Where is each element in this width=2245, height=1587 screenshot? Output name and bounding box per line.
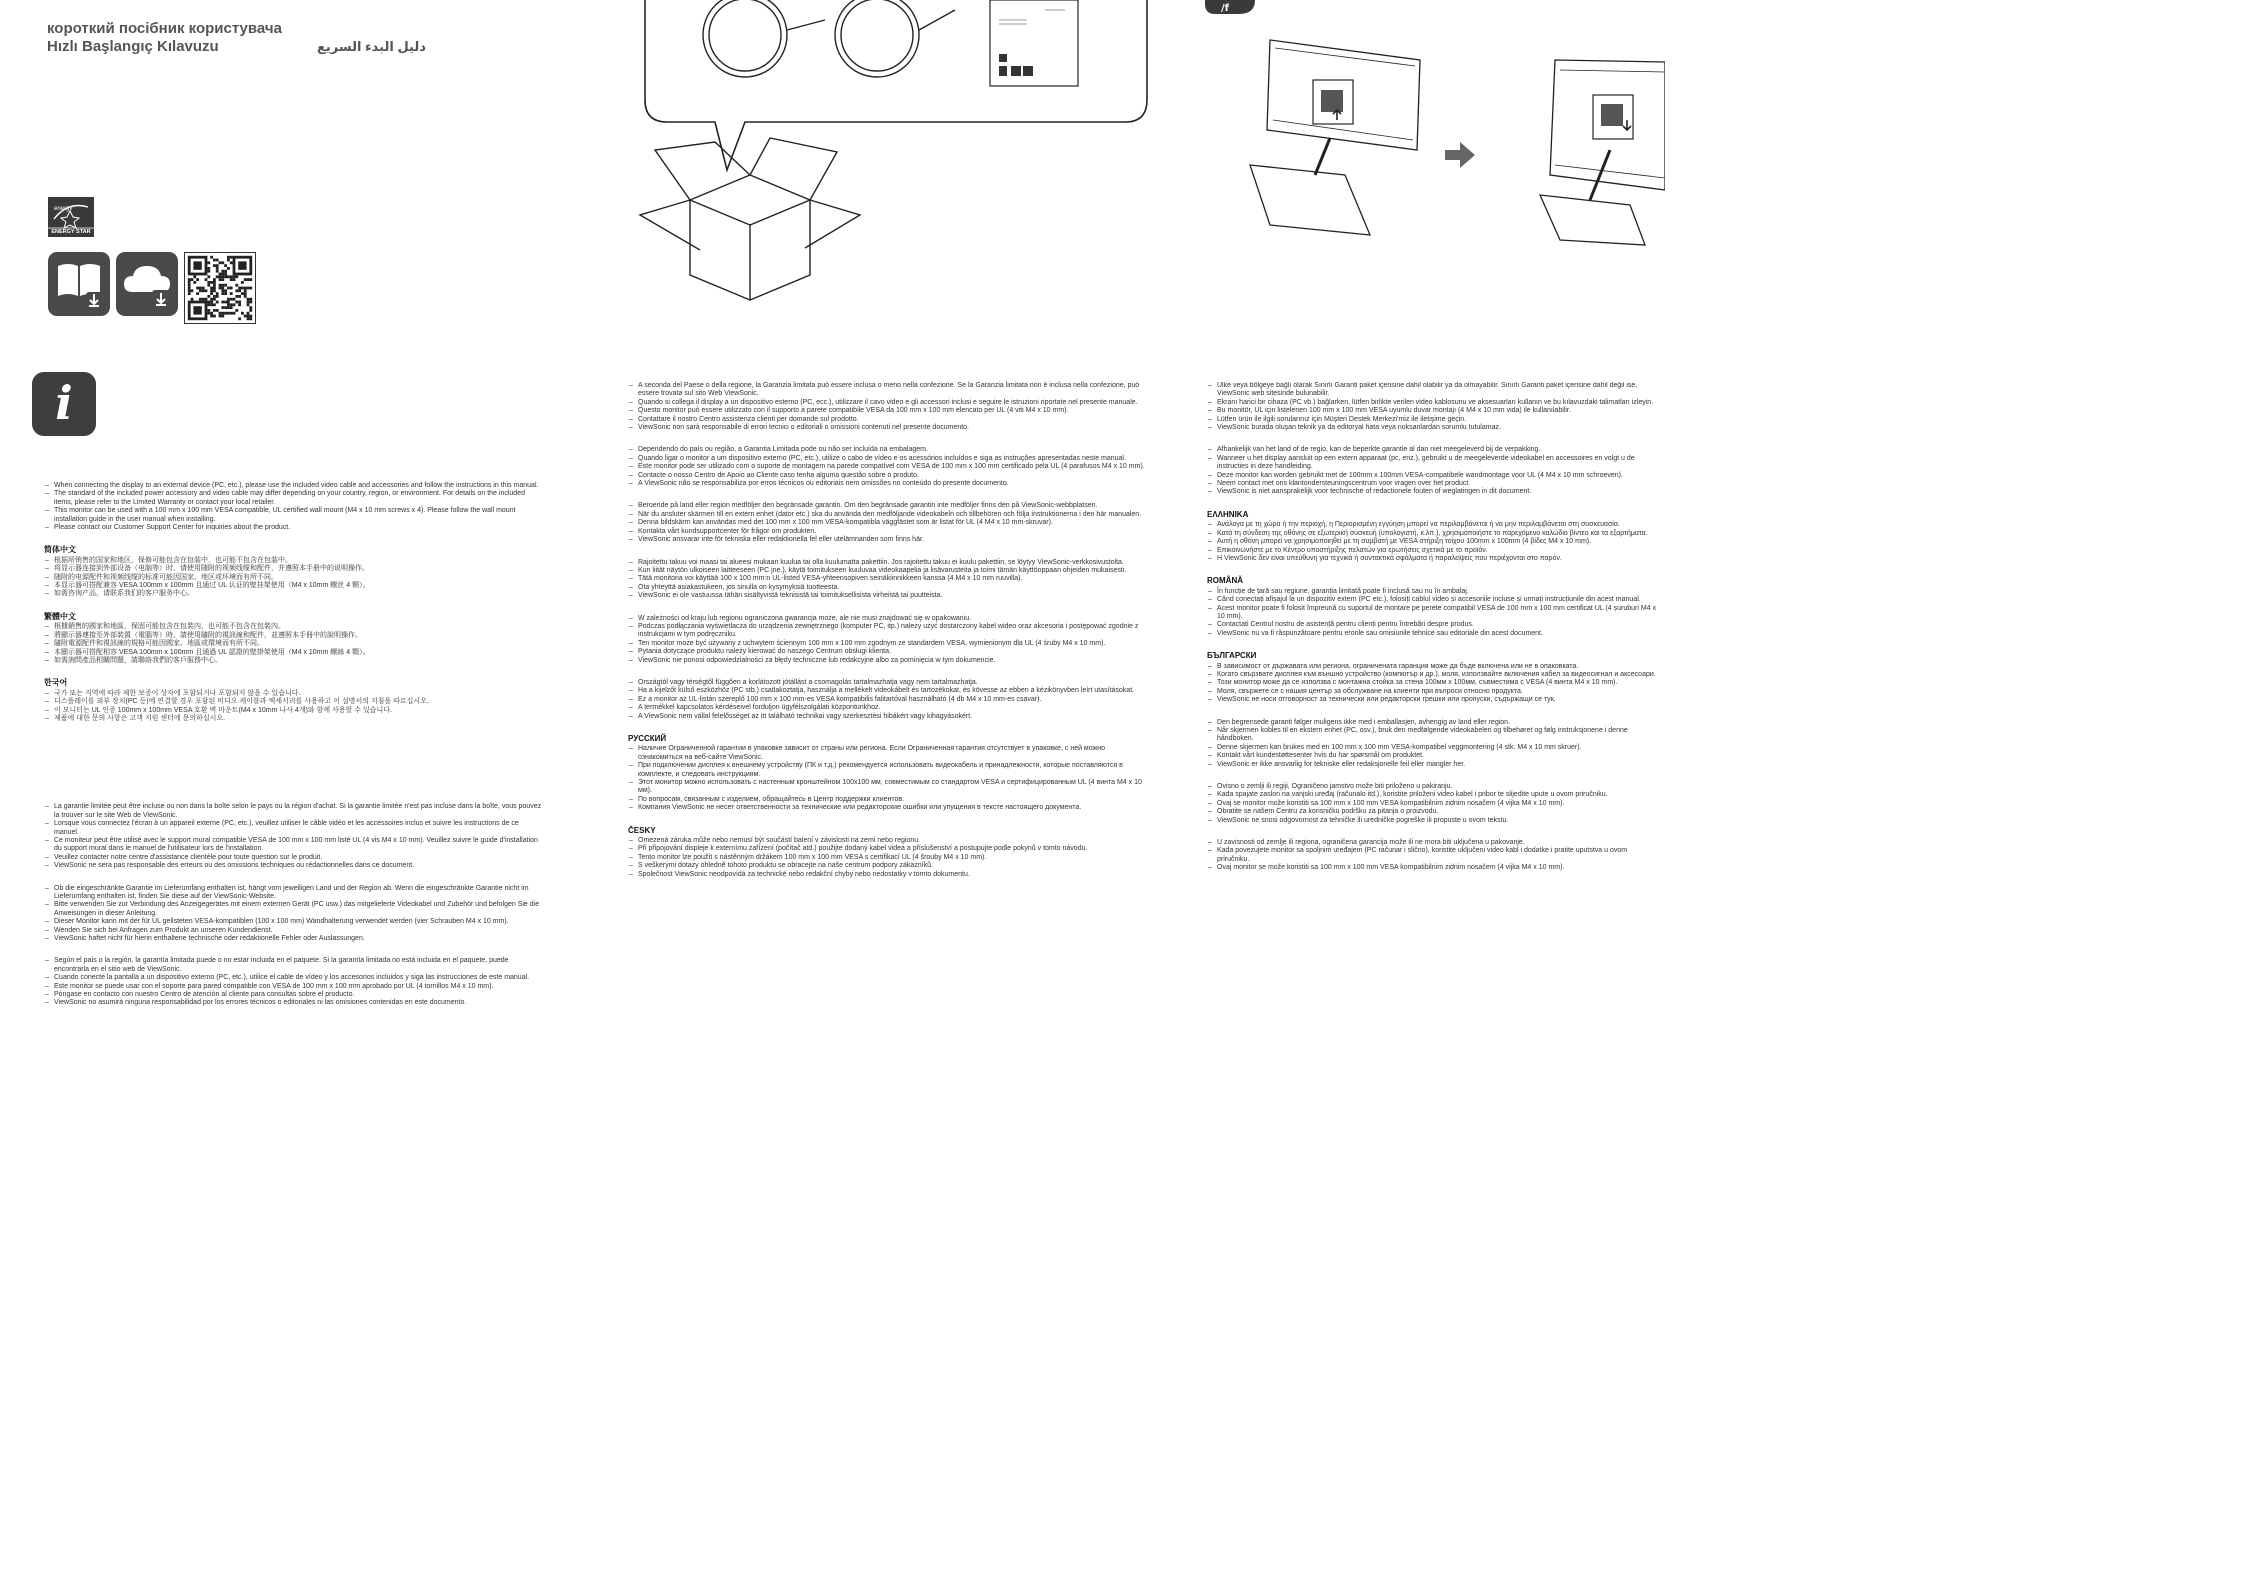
bullet-item: – Lütfen ürün ile ilgili sorularınız için Müşteri Destek Merkezi'miz ile iletişime geçin. [1217,416,1657,424]
language-heading: БЪЛГАРСКИ [1207,651,1257,661]
bullet-item: – Kada spajate zaslon na vanjski uređaj (računalo itd.), koristite priloženi video kabel i pribor te slijedite upute u ovom priručniku. [1217,791,1657,799]
bullet-item: – ViewSonic is niet aansprakelijk voor technische of redactionele fouten of weglatingen in dit document. [1217,488,1657,496]
middle-text-column [628,382,1148,893]
bullet-item: – Este monitor pode ser utilizado com o suporte de montagem na parede compatível com VESA de 100 mm x 100 mm certificado pela UL (4 parafusos M4 x 10 mm). [638,463,1148,471]
language-block [628,446,1148,488]
language-heading: РУССКИЙ [628,734,667,743]
language-block [44,885,544,944]
bullet-item: – В зависимост от държавата или региона, ограничената гаранция може да бъде включена или не в опаковката. [1217,663,1657,671]
bullet-item: – Según el país o la región, la garantía limitada puede o no estar incluida en el paquete. Si la garantía limitada no está incluida en el paquete, puede encontrarla en el sitio web de ViewSonic. [54,957,544,974]
bullet-item: – This monitor can be used with a 100 mm x 100 mm VESA compatible, UL certified wall mount (M4 x 10 mm screws x 4). Please follow the wall mount installation guide in the user manual when installing. [54,507,544,524]
language-heading: 한국어 [44,678,68,688]
bullet-item: – Tätä monitoria voi käyttää 100 x 100 mm:n UL-listed VESA-yhteensopiven seinäkiinnikkeen kanssa (4 M4 x 10 mm ruuvilla). [638,575,1148,583]
bullet-item: – Ez a monitor az UL-listán szereplő 100 mm x 100 mm-es VESA kompatibilis falitartóval használható (4 db M4 x 10 mm-es csavar). [638,696,1148,704]
bullet-item: – ViewSonic ne snosi odgovornost za tehničke ili uredničke pogreške ili propuste u ovom tekstu. [1217,817,1657,825]
bullet-item: – Kontakt vårt kundestøttesenter hvis du har spørsmål om produktet. [1217,752,1657,760]
bullet-item: – A ViewSonic não se responsabiliza por erros técnicos ou editoriais nem omissões no conteúdo do presente documento. [638,480,1148,488]
bullet-item: – 本顯示器可搭配相容 VESA 100mm x 100mm 且通過 UL 認證的壁掛架使用（M4 x 10mm 螺絲 4 顆）。 [54,649,544,657]
bullet-item: – Ota yhteyttä asiakastukeen, jos sinulla on kysymyksiä tuotteesta. [638,584,1148,592]
bullet-item: – 如需詢問產品相關問題，請聯絡我們的客戶服務中心。 [54,657,544,665]
bullet-item: – Denne skjermen kan brukes med en 100 mm x 100 mm VESA-kompatibel veggmontering (4 stk. M4 x 10 mm skruer). [1217,744,1657,752]
bullet-item: – 제품에 대한 문의 사항은 고객 지원 센터에 문의하십시오. [54,715,544,723]
bullet-item: – Ovisno o zemlji ili regiji, Ograničeno jamstvo može biti priloženo u pakiranju. [1217,783,1657,791]
bullet-item: – Pytania dotyczące produktu należy kierować do naszego Centrum obsługi klienta. [638,648,1148,656]
bullet-item: – S veškerými dotazy ohledně tohoto produktu se obracejte na naše centrum podpory zákazníků. [638,862,1148,870]
language-block [1207,382,1657,432]
bullet-item: – Ovaj monitor se može koristiti sa 100 mm x 100 mm VESA kompatibilnim zidnim nosačem (4 vijka M4 x 10 mm). [1217,864,1657,872]
left-text-column [44,482,544,1022]
bullet-item: – La garantie limitée peut être incluse ou non dans la boîte selon le pays ou la région d'achat. Si la garantie limitée n'est pas incluse dans la boîte, vous pouvez la trouver sur le site Web de ViewSonic. [54,803,544,820]
bullet-item: – ViewSonic non sarà responsabile di errori tecnici o editoriali o omissioni contenuti nel presente documento. [638,424,1148,432]
bullet-item: – Этот монитор можно использовать с настенным кронштейном 100х100 мм, совместимым со стандартом VESA и сертифицированным UL (4 винта M4 x 10 мм). [638,779,1148,796]
language-block [44,546,544,598]
qr-code-icon [184,252,256,324]
bullet-item: – ViewSonic no asumirá ninguna responsabilidad por los errores técnicos o editoriales ni las omisiones contenidas en este documento. [54,999,544,1007]
bullet-item: – ViewSonic nie ponosi odpowiedzialności za błędy techniczne lub redakcyjne albo za pominięcia w tym dokumencie. [638,657,1148,665]
bullet-item: – Този монитор може да се използва с монтажна стойка за стена 100мм x 100мм, съвместима с VESA (4 винта M4 x 10 mm). [1217,679,1657,687]
bullet-item: – 根據銷售的國家和地區，保固可能包含在包裝內，也可能不包含在包裝內。 [54,623,544,631]
bullet-item: – 随附的电源配件和视频线缆的标准可能因国家、地区或环境而有所不同。 [54,574,544,582]
bullet-item: – ViewSonic ei ole vastuussa tähän sisältyvistä teknisistä tai toimituksellisista virheistä tai puutteista. [638,592,1148,600]
bullet-item: – Contactați Centrul nostru de asistență pentru clienți pentru întrebări despre produs. [1217,621,1657,629]
bullet-item: – Η ViewSonic δεν είναι υπεύθυνη για τεχνικά ή συντακτικά σφάλματα ή παραλείψεις που περιέχονται στο παρόν. [1217,555,1657,563]
bullet-item: – Veuillez contacter notre centre d'assistance clientèle pour toute question sur le produit. [54,854,544,862]
bullet-item: – 국가 또는 지역에 따라 제한 보증이 상자에 포함되거나 포함되지 않을 수 있습니다. [54,690,544,698]
language-heading: ΕΛΛΗΝΙΚΑ [1207,509,1249,519]
bullet-item: – По вопросам, связанным с изделием, обращайтесь в Центр поддержки клиентов. [638,796,1148,804]
language-heading: ČESKY [628,825,656,835]
bullet-item: – Contattare il nostro Centro assistenza clienti per domande sul prodotto. [638,416,1148,424]
bullet-item: – Při připojování displeje k externímu zařízení (počítač atd.) použijte dodaný kabel videa a příslušenství a postupujte podle pokynů v tomto návodu. [638,845,1148,853]
bullet-item: – Επικοινωνήστε με το Κέντρο υποστήριξης πελατών για ερωτήσεις σχετικά με το προϊόν. [1217,547,1657,555]
bullet-item: – Αυτή η οθόνη μπορεί να χρησιμοποιηθεί με τη συμβατή με VESA στήριξη τοίχου 100mm x 100mm (4 βίδες M4 x 10 mm). [1217,538,1657,546]
bullet-item: – Ekranı harici bir cihaza (PC vb.) bağlarken, lütfen birlikte verilen video kablosunu ve aksesuarları kullanın ve bu kılavuzdaki talimatları izleyin. [1217,399,1657,407]
bullet-item: – Când conectați afișajul la un dispozitiv extern (PC etc.), folosiți cablul video și accesoriile incluse și urmați instrucțiunile din acest manual. [1217,596,1657,604]
bullet-item: – Kada povezujete monitor sa spoljnim uređajem (PC računar i slično), koristite uključeni video kabl i dodatke i pratite uputstva u ovom priručniku. [1217,847,1657,864]
bullet-item: – U zavisnosti od zemlje ili regiona, ograničena garancija može ili ne mora biti uključena u pakovanje. [1217,839,1657,847]
bullet-item: – Společnost ViewSonic neodpovídá za technické nebo redakční chyby nebo nedostatky v tomto dokumentu. [638,871,1148,879]
bullet-item: – När du ansluter skärmen till en extern enhet (dator etc.) ska du använda den medföljande videokabeln och tillbehören och följa instruktionerna i den här manualen. [638,511,1148,519]
language-block [44,482,544,532]
title-turkish: Hızlı Başlangıç Kılavuzu [47,38,219,55]
bullet-item: – A termékkel kapcsolatos kérdéseivel forduljon ügyfélszolgálati központunkhoz. [638,704,1148,712]
bullet-item: – Den begrensede garanti følger muligens ikke med i emballasjen, avhengig av land eller region. [1217,719,1657,727]
language-block [628,559,1148,601]
bullet-item: – Afhankelijk van het land of de regio, kan de beperkte garantie al dan niet meegeleverd bij de verpakking. [1217,446,1657,454]
bullet-item: – При подключении дисплея к внешнему устройству (ПК и т.д.) рекомендуется использовать видеокабель и принадлежности, которые поставляются в комплекте, и следовать инструкциям. [638,762,1148,779]
bullet-item: – 隨附電源配件和視訊線的規格可能因國家、地區或環境而有所不同。 [54,640,544,648]
energy-star-label: ENERGY STAR [51,229,91,235]
bullet-item: – Neem contact met ons klantondersteuningscentrum voor vragen over het product. [1217,480,1657,488]
bullet-item: – Ten monitor może być używany z uchwytem ściennym 100 mm x 100 mm zgodnym ze standardem VESA, wymienionym dla UL (4 śruby M4 x 10 mm). [638,640,1148,648]
bullet-item: – 將顯示器連接至外部裝置（電腦等）時，請使用隨附的視訊線和配件，並遵照本手冊中的說明操作。 [54,632,544,640]
stand-assembly-illustration [1195,0,1665,260]
language-block [1207,719,1657,769]
bullet-item: – Contacte o nosso Centro de Apoio ao Cliente caso tenha alguma questão sobre o produto. [638,472,1148,480]
bullet-item: – Dependendo do país ou região, a Garantia Limitada pode ou não ser incluída na embalagem. [638,446,1148,454]
bullet-item: – Questo monitor può essere utilizzato con il supporto a parete compatibile VESA da 100 mm x 100 mm elencato per UL (4 viti M4 x 10 mm). [638,407,1148,415]
box-contents-illustration [615,0,1165,340]
language-block [1207,652,1657,704]
bullet-item: – Tento monitor lze použít s nástěnným držákem 100 mm x 100 mm VESA s certifikací UL (4 šrouby M4 x 10 mm). [638,854,1148,862]
bullet-item: – A seconda del Paese o della regione, la Garanzia limitata può essere inclusa o meno nella confezione. Se la Garanzia limitata non è inclusa nella confezione, può essere trovata sul sito Web ViewSonic. [638,382,1148,399]
right-text-column [1207,382,1657,1122]
bullet-item: – W zależności od kraju lub regionu ograniczona gwarancja może, ale nie musi znajdować się w opakowaniu. [638,615,1148,623]
bullet-item: – Ce moniteur peut être utilisé avec le support mural compatible VESA de 100 mm x 100 mm listé UL (4 vis M4 x 10 mm). Veuillez suivre le guide d'installation du support mural dans le manuel de l'utilisateur lors de l'installation. [54,837,544,854]
bullet-item: – Omezená záruka může nebo nemusí být součástí balení v závislosti na zemi nebo regionu. [638,837,1148,845]
bullet-item: – Når skjermen kobles til en ekstern enhet (PC, osv.), bruk den medfølgende videokabelen og tilbehøret og følg instruksjonene i denne håndboken. [1217,727,1657,744]
bullet-item: – Kun liität näytön ulkoiseen laitteeseen (PC jne.), käytä toimitukseen kuuluvaa videokaapelia ja lisävarusteita ja toimi tämän käyttöoppaan ohjeiden mukaisesti. [638,567,1148,575]
bullet-item: – Ovaj se monitor može koristiti sa 100 mm x 100 mm VESA kompatibilnim zidnim nosačem (4 vijka M4 x 10 mm). [1217,800,1657,808]
language-block [1207,446,1657,496]
bullet-item: – În funcție de țară sau regiune, garanția limitată poate fi inclusă sau nu în ambalaj. [1217,588,1657,596]
bullet-item: – A ViewSonic nem vállal felelősséget az itt található technikai vagy szerkesztési hibákért vagy kihagyásokért. [638,713,1148,721]
bullet-item: – Denna bildskärm kan användas med det 100 mm x 100 mm VESA-kompatibla väggfästet som är listat för UL (4 M4 x 10 mm-skruvar). [638,519,1148,527]
language-block [628,735,1148,813]
language-heading: 繁體中文 [44,611,76,621]
bullet-item: – Este monitor se puede usar con el soporte para pared compatible con VESA de 100 mm x 100 mm aprobado por UL (4 tornillos M4 x 10 mm). [54,983,544,991]
bullet-item: – Beroende på land eller region medföljer den begränsade garantin. Om den begränsade garantin inte medföljer finns den på ViewSonic-webbplatsen. [638,502,1148,510]
bullet-item: – ViewSonic er ikke ansvarlig for tekniske eller redaksjonelle feil eller mangler her. [1217,761,1657,769]
energy-star-script: energy [54,206,73,212]
manual-download-icon [48,252,110,316]
bullet-item: – 根据所销售的国家和地区，保修可能包含在包装中，也可能不包含在包装中。 [54,557,544,565]
bullet-item: – Kontakta vårt kundsupportcenter för frågor om produkten. [638,528,1148,536]
bullet-item: – Please contact our Customer Support Center for inquiries about the product. [54,524,544,532]
bullet-item: – Когато свързвате дисплея към външно устройство (компютър и др.), моля, използвайте включения кабел за видеосигнал и аксесоари. [1217,671,1657,679]
bullet-item: – 将显示器连接到外部设备（电脑等）时，请使用随附的视频线缆和配件，并遵照本手册中的说明操作。 [54,565,544,573]
bullet-item: – Wenden Sie sich bei Anfragen zum Produkt an unseren Kundendienst. [54,927,544,935]
bullet-item: – 이 모니터는 UL 인증 100mm x 100mm VESA 호환 벽 마운트(M4 x 10mm 나사 4개)와 함께 사용할 수 있습니다. [54,707,544,715]
language-heading: 简体中文 [44,545,76,555]
bullet-item: – Lorsque vous connectez l'écran à un appareil externe (PC, etc.), veuillez utiliser le câble vidéo et les accessoires inclus et suivre les instructions de ce manuel. [54,820,544,837]
bullet-item: – The standard of the included power accessory and video cable may differ depending on your country, region, or environment. For details on the included items, please refer to the Limited Warranty or contact your local retailer. [54,490,544,507]
language-block [1207,577,1657,638]
bullet-item: – 如需咨询产品，请联系我们的客户服务中心。 [54,590,544,598]
bullet-item: – ViewSonic haftet nicht für hierin enthaltene technische oder redaktionelle Fehler oder Auslassungen. [54,935,544,943]
bullet-item: – Наличие Ограниченной гарантии в упаковке зависит от страны или региона. Если Ограниченная гарантия отсутствует в упаковке, с ней можно ознакомиться на веб-сайте ViewSonic. [638,745,1148,762]
bullet-item: – ViewSonic nu va fi răspunzătoare pentru erorile sau omisiunile tehnice sau editoriale din acest document. [1217,630,1657,638]
energy-star-logo [48,197,94,237]
bullet-item: – Компания ViewSonic не несет ответственности за технические или редакторские ошибки или упущения в тексте настоящего документа. [638,804,1148,812]
bullet-item: – Obratite se našem Centru za korisničku podršku za pitanja o proizvodu. [1217,808,1657,816]
bullet-item: – Cuando conecte la pantalla a un dispositivo externo (PC, etc.), utilice el cable de vídeo y los accesorios incluidos y siga las instrucciones de este manual. [54,974,544,982]
bullet-item: – Dieser Monitor kann mit der für UL gelisteten VESA-kompatiblen (100 x 100 mm) Wandhalterung verwendet werden (vier Schrauben M4 x 10 mm). [54,918,544,926]
language-block [44,957,544,1007]
cloud-download-icon [116,252,178,316]
bullet-item: – 디스플레이를 외부 장치(PC 등)에 연결할 경우 포함된 비디오 케이블과 액세서리를 사용하고 이 설명서의 지침을 따르십시오. [54,698,544,706]
title-arabic: دليل البدء السريع [317,39,426,54]
bullet-item: – ViewSonic ne sera pas responsable des erreurs ou des omissions techniques ou rédactionnelles dans ce document. [54,862,544,870]
bullet-item: – When connecting the display to an external device (PC, etc.), please use the included video cable and accessories and follow the instructions in this manual. [54,482,544,490]
bullet-item: – ViewSonic ansvarar inte för tekniska eller redaktionella fel eller utelämnanden som finns här. [638,536,1148,544]
bullet-item: – Acest monitor poate fi folosit împreună cu suportul de montare pe perete compatibil VESA de 100 mm x 100 mm certificat UL (4 șuruburi M4 x 10 mm). [1217,605,1657,622]
bullet-item: – Póngase en contacto con nuestro Centro de atención al cliente para consultas sobre el producto. [54,991,544,999]
bullet-item: – Podczas podłączania wyświetlacza do urządzenia zewnętrznego (komputer PC, itp.) należy użyć dostarczony kabel wideo oraz akcesoria i postępować zgodnie z instrukcjami w tym podręczniku. [638,623,1148,640]
bullet-item: – Κατά τη σύνδεση της οθόνης σε εξωτερική συσκευή (υπολογιστή, κ.λπ.), χρησιμοποιήστε το παρεχόμενο καλώδιο βίντεο και τα εξαρτήματα. [1217,530,1657,538]
bullet-item: – Ülke veya bölgeye bağlı olarak Sınırlı Garanti paket içerisine dahil olabilir ya da olmayabilir. Sınırlı Garanti paket içerisine dahil değil ise, ViewSonic web sitesinde bulunabilir. [1217,382,1657,399]
svg-text:/f: /f [1221,3,1230,14]
language-block [628,827,1148,879]
bullet-item: – Quando si collega il display a un dispositivo esterno (PC, ecc.), utilizzare il cavo video e gli accessori inclusi e seguire le istruzioni riportate nel presente manuale. [638,399,1148,407]
language-block [44,613,544,665]
bullet-item: – Ha a kijelzőt külső eszközhöz (PC stb.) csatlakoztatja, használja a mellékelt videokábelt és tartozékokat, és kövesse az ebben a kézikönyvben leírt utasításokat. [638,687,1148,695]
bullet-item: – Ανάλογα με τη χώρα ή την περιοχή, η Περιορισμένη εγγύηση μπορεί να περιλαμβάνεται ή να μην περιλαμβάνεται στη συσκευασία. [1217,521,1657,529]
bullet-item: – Deze monitor kan worden gebruikt met de 100mm x 100mm VESA-compatibele wandmontage voor UL (4 M4 x 10 mm schroeven). [1217,472,1657,480]
language-block [628,382,1148,432]
bullet-item: – Wanneer u het display aansluit op een extern apparaat (pc, enz.), gebruikt u de meegeleverde videokabel en accessoires en volgt u de instructies in deze handleiding. [1217,455,1657,472]
title-ukrainian: короткий посібник користувача [47,20,282,37]
bullet-item: – 本显示器可搭配兼容 VESA 100mm x 100mm 且通过 UL 认证的壁挂架使用（M4 x 10mm 螺丝 4 颗）。 [54,582,544,590]
language-block [44,803,544,870]
language-block [628,502,1148,544]
bullet-item: – Quando ligar o monitor a um dispositivo externo (PC, etc.), utilize o cabo de vídeo e os acessórios incluídos e siga as instruções apresentadas neste manual. [638,455,1148,463]
info-icon: i [32,372,96,436]
bullet-item: – ViewSonic burada oluşan teknik ya da editoryal hata veya noksanlardan sorumlu tutulamaz. [1217,424,1657,432]
bullet-item: – Rajoitettu takuu voi maasi tai alueesi mukaan kuulua tai olla kuulumatta pakettiin. Jos rajoitettu takuu ei kuulu pakettiin, se löytyy ViewSonic-verkkosivustolta. [638,559,1148,567]
language-block [1207,783,1657,825]
language-block [628,679,1148,721]
language-block [44,679,544,723]
bullet-item: – Моля, свържете се с нашия център за обслужване на клиенти при въпроси относно продукта. [1217,688,1657,696]
bullet-item: – Bitte verwenden Sie zur Verbindung des Anzeigegerätes mit einem externen Gerät (PC usw.) das mitgelieferte Videokabel und Zubehör und befolgen Sie die Anweisungen in dieser Anleitung. [54,901,544,918]
language-block [1207,839,1657,873]
bullet-item: – Országtól vagy térségtől függően a korlátozott jótállást a csomagolás tartalmazhatja vagy nem tartalmazhatja. [638,679,1148,687]
bullet-item: – Ob die eingeschränkte Garantie im Lieferumfang enthalten ist, hängt vom jeweiligen Land und der Region ab. Wenn die eingeschränkte Garantie nicht im Lieferumfang enthalten ist, finden Sie diese auf der ViewSonic-Website. [54,885,544,902]
language-block [1207,511,1657,563]
language-block [628,615,1148,665]
bullet-item: – Bu monitör, UL için listelenen 100 mm x 100 mm VESA uyumlu duvar montajı (4 M4 x 10 mm vida) ile kullanılabilir. [1217,407,1657,415]
language-heading: ROMÂNĂ [1207,576,1243,586]
bullet-item: – ViewSonic не носи отговорност за технически или редакторски грешки или пропуски, съдържащи се тук. [1217,696,1657,704]
